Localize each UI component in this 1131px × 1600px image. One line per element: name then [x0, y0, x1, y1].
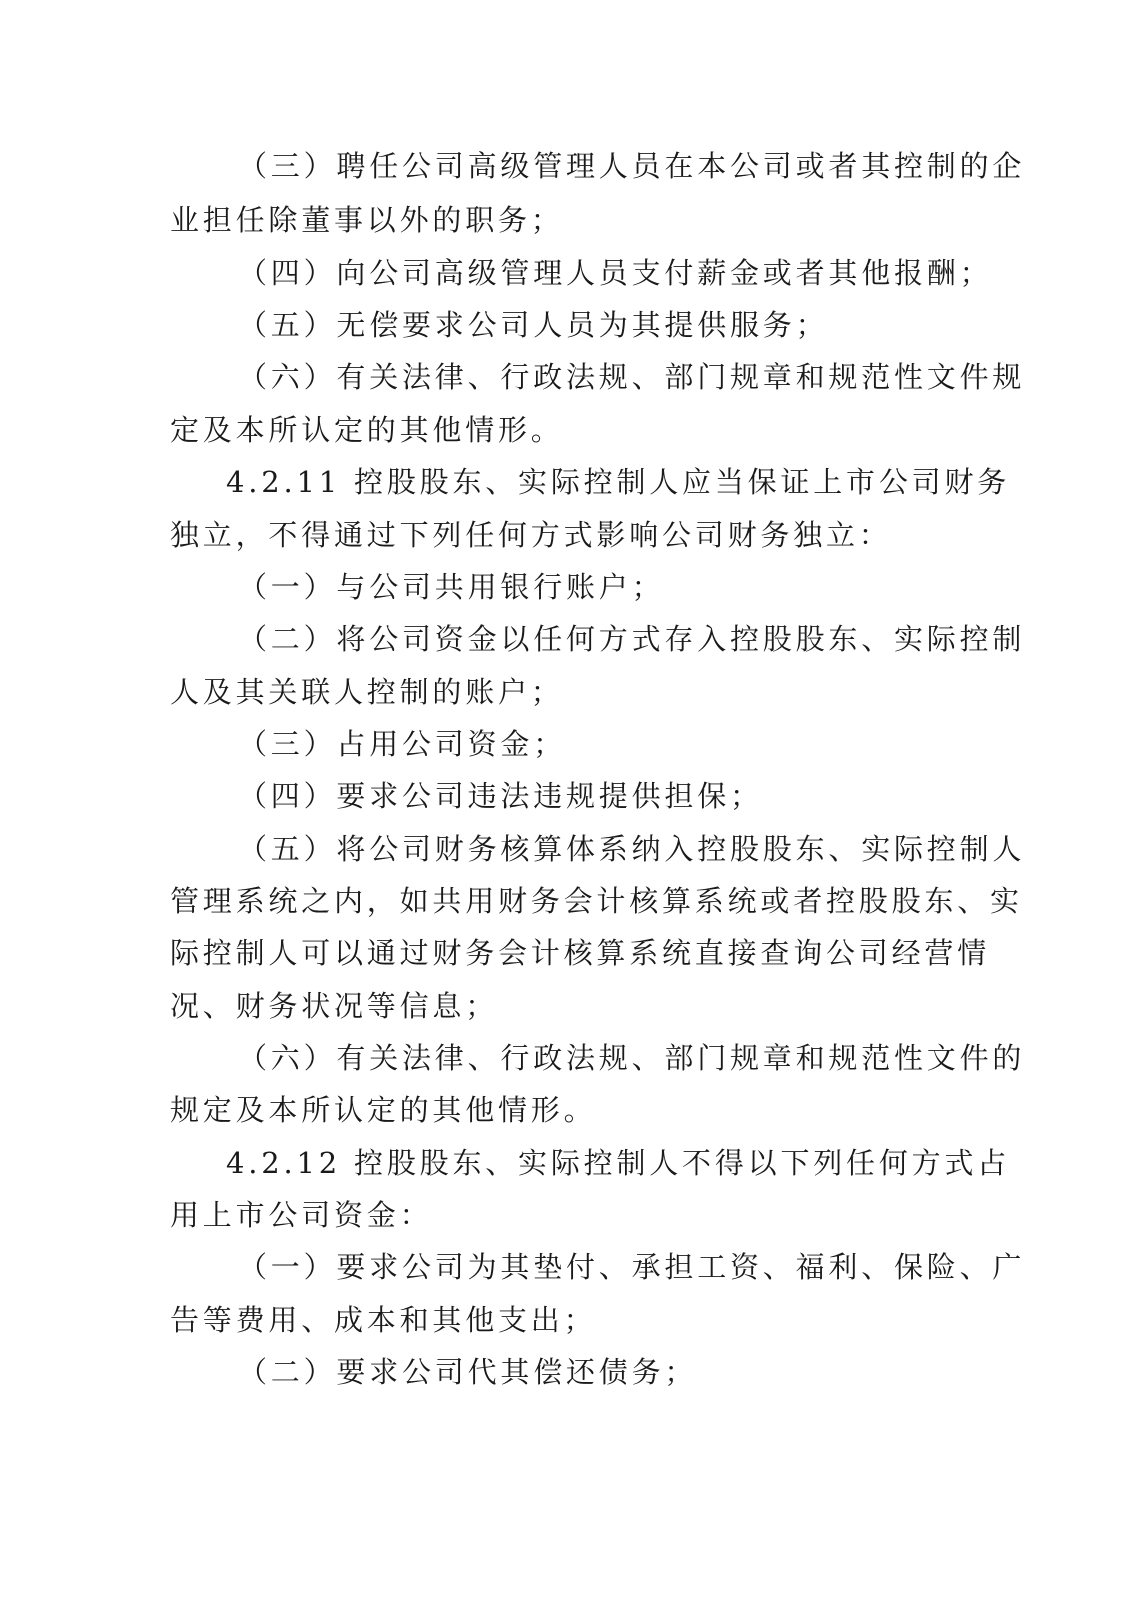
line-clause-2b-cont: 人及其关联人控制的账户；	[170, 675, 564, 709]
line-clause-1c-cont: 告等费用、成本和其他支出；	[170, 1303, 597, 1337]
line-clause-3b: （三）占用公司资金；	[238, 727, 567, 761]
line-clause-1b: （一）与公司共用银行账户；	[238, 570, 665, 604]
line-clause-5b: （五）将公司财务核算体系纳入控股股东、实际控制人	[238, 832, 1026, 866]
line-clause-4a: （四）向公司高级管理人员支付薪金或者其他报酬；	[238, 256, 993, 290]
line-clause-3a-cont: 业担任除董事以外的职务；	[170, 203, 564, 237]
line-clause-6b: （六）有关法律、行政法规、部门规章和规范性文件的	[238, 1041, 1026, 1075]
line-article-4-2-11: 4.2.11 控股股东、实际控制人应当保证上市公司财务	[226, 465, 1011, 499]
line-clause-6a: （六）有关法律、行政法规、部门规章和规范性文件规	[238, 360, 1026, 394]
line-clause-5b-cont3: 况、财务状况等信息；	[170, 989, 499, 1023]
line-article-4-2-11-cont: 独立，不得通过下列任何方式影响公司财务独立：	[170, 518, 892, 552]
line-clause-5a: （五）无偿要求公司人员为其提供服务；	[238, 308, 829, 342]
line-clause-2c: （二）要求公司代其偿还债务；	[238, 1355, 698, 1389]
line-clause-5b-cont2: 际控制人可以通过财务会计核算系统直接查询公司经营情	[170, 936, 991, 970]
line-clause-5b-cont1: 管理系统之内，如共用财务会计核算系统或者控股股东、实	[170, 884, 1023, 918]
line-clause-3a: （三）聘任公司高级管理人员在本公司或者其控制的企	[238, 149, 1026, 183]
line-article-4-2-12: 4.2.12 控股股东、实际控制人不得以下列任何方式占	[226, 1146, 1011, 1180]
line-clause-2b: （二）将公司资金以任何方式存入控股股东、实际控制	[238, 622, 1026, 656]
line-clause-4b: （四）要求公司违法违规提供担保；	[238, 779, 763, 813]
line-clause-1c: （一）要求公司为其垫付、承担工资、福利、保险、广	[238, 1250, 1026, 1284]
line-article-4-2-12-cont: 用上市公司资金：	[170, 1198, 433, 1232]
line-clause-6a-cont: 定及本所认定的其他情形。	[170, 413, 564, 447]
line-clause-6b-cont: 规定及本所认定的其他情形。	[170, 1093, 597, 1127]
